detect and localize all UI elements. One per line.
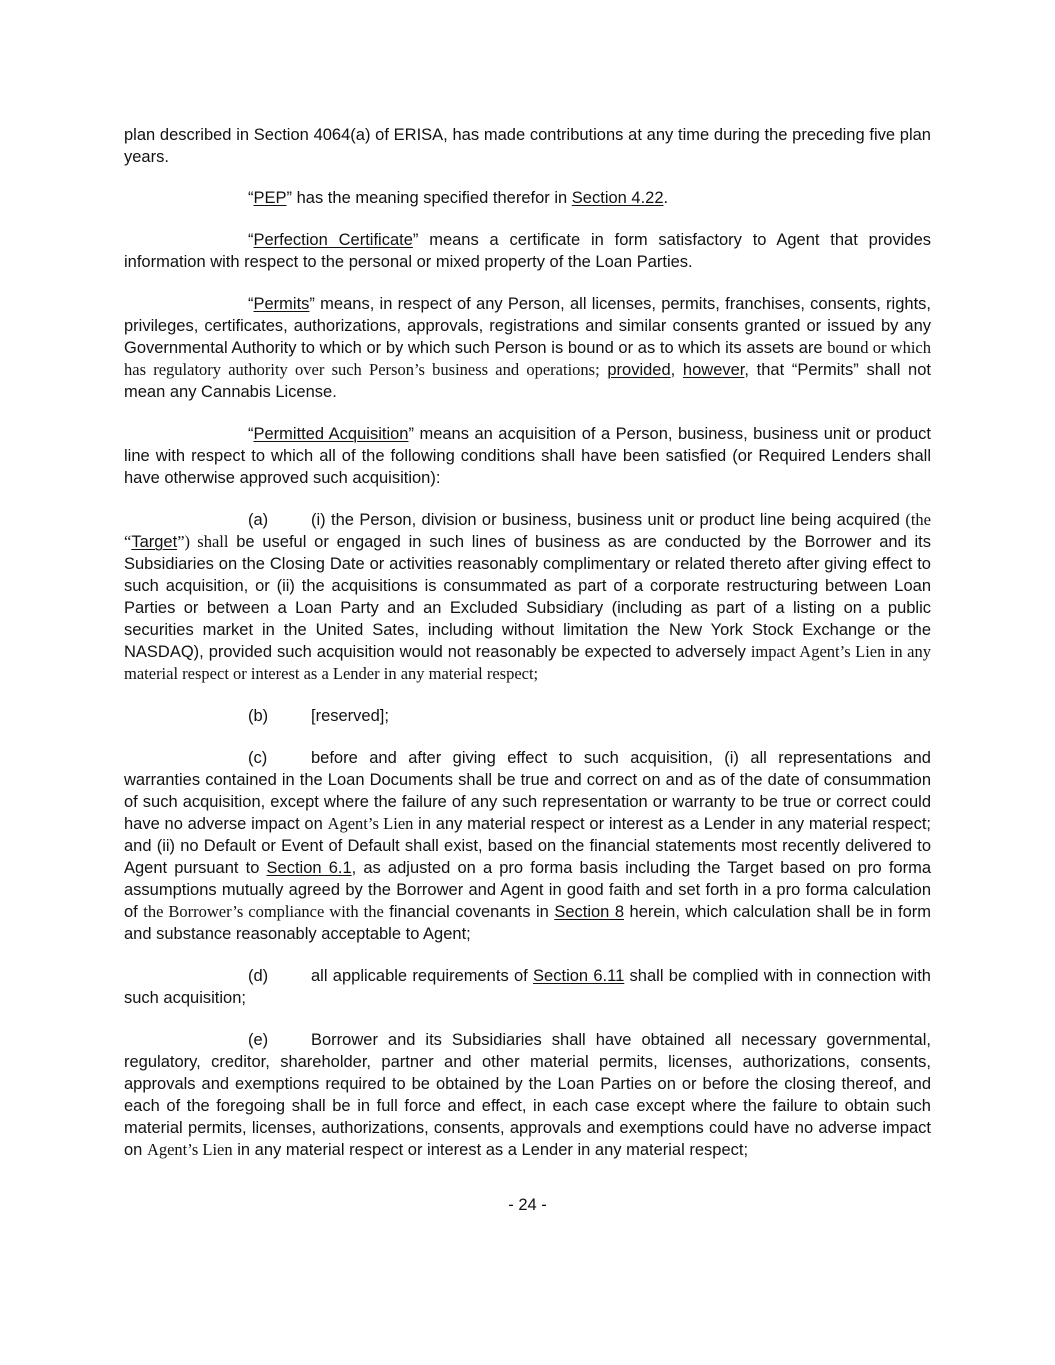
clause-text: all applicable requirements of: [311, 967, 534, 985]
term-provided: provided: [607, 361, 671, 379]
term-however: however: [682, 361, 745, 379]
clause-label: (c): [248, 749, 268, 767]
clause-text-serif: impact Agent’s Lien in any material respect or interest as a Lender in any material respect;: [124, 642, 931, 683]
intro-paragraph: [124, 124, 931, 168]
clause-text-serif: Agent’s Lien: [146, 1140, 233, 1159]
definition-perfection-certificate: [124, 229, 931, 273]
page-number: - 24 -: [508, 1196, 547, 1214]
definition-text: means, in respect of any Person, all licenses, permits, franchises, consents, rights, privileges, certificates, authorizations, approvals, registrations and similar consents granted or issued by any Governmental Authority to which or by which such Person is bound or as to which its assets are: [124, 295, 931, 357]
quote-close: ”: [286, 189, 293, 207]
section-reference: Section 6.1: [266, 859, 352, 877]
clause-c: [124, 747, 931, 945]
clause-text: (i) the Person, division or business, business unit or product line being acquired: [311, 511, 906, 529]
definition-text: has the meaning specified therefor in: [292, 189, 572, 207]
section-reference: Section 6.11: [533, 967, 625, 985]
intro-text: plan described in Section 4064(a) of ERISA, has made contributions at any time during the preceding five plan years.: [124, 126, 931, 166]
quote-close: ”: [309, 295, 315, 313]
comma: ,: [670, 361, 683, 379]
definition-permits: [124, 293, 931, 403]
clause-text-serif: ”) shall: [177, 532, 229, 551]
clause-label: (a): [248, 511, 269, 529]
quote-open: “: [248, 425, 254, 443]
clause-text: in any material respect or interest as a Lender in any material respect;: [232, 1141, 749, 1159]
term-permitted-acquisition: Permitted Acquisition: [253, 425, 409, 443]
definition-text-end: , that “Permits” shall not mean any Cannabis License.: [124, 361, 931, 401]
term-perfection-certificate: Perfection Certificate: [253, 231, 413, 249]
quote-close: ”: [408, 425, 414, 443]
clause-text: before and after giving effect to such acquisition, (i) all representations and warranties contained in the Loan Documents shall be true and correct on and as of the date of consummation of such acquisition, except where the failure of any such representation or warranty to be true or correct could have no adverse impact on: [124, 749, 931, 833]
clause-label: (e): [248, 1031, 269, 1049]
clause-text: [reserved];: [311, 707, 389, 725]
clause-text: financial covenants in: [383, 903, 555, 921]
clause-a: [124, 509, 931, 685]
term-target: Target: [131, 533, 178, 551]
quote-open: “: [248, 189, 254, 207]
clause-text-serif: Agent’s Lien: [327, 814, 414, 833]
definition-text: means an acquisition of a Person, business, business unit or product line with respect to which all of the following conditions shall have been satisfied (or Required Lenders shall have otherwise approved such acquisition):: [124, 425, 931, 487]
quote-open: “: [248, 231, 254, 249]
clause-d: [124, 965, 931, 1009]
document-body: [124, 124, 931, 1181]
clause-text: herein, which calculation shall be in form and substance reasonably acceptable to Agent;: [124, 903, 932, 943]
clause-e: [124, 1029, 931, 1161]
clause-label: (b): [248, 707, 269, 725]
definition-text-serif: bound or which has regulatory authority over such Person’s business and operations;: [124, 338, 931, 379]
term-permits: Permits: [253, 295, 310, 313]
period: .: [663, 189, 669, 207]
term-pep: PEP: [253, 189, 287, 207]
clause-text: be useful or engaged in such lines of business as are conducted by the Borrower and its Subsidiaries on the Closing Date or activities reasonably complimentary or related thereto after giving effect to such acquisition, or (ii) the acquisitions is consummated as part of a corporate restructuring between Loan Parties or between a Loan Party and an Excluded Subsidiary (including as part of a listing on a public securities market in the United Sates, including without limitation the New York Stock Exchange or the NASDAQ), provided such acquisition would not reasonably be expected to adversely: [124, 533, 932, 661]
clause-text: , as adjusted on a pro forma basis including the Target based on pro forma assumptions mutually agreed by the Borrower and Agent in good faith and set forth in a pro forma calculation of: [124, 859, 931, 921]
clause-text: Borrower and its Subsidiaries shall have obtained all necessary governmental, regulatory, creditor, shareholder, partner and other material permits, licenses, authorizations, consents, approvals and exemptions required to be obtained by the Loan Parties on or before the closing thereof, and each of the foregoing shall be in full force and effect, in each case except where the failure to obtain such material permits, licenses, authorizations, consents, approvals and exemptions could have no adverse impact on: [124, 1031, 931, 1159]
clause-text: shall be complied with in connection with such acquisition;: [124, 967, 931, 1007]
section-reference: Section 8: [554, 903, 624, 921]
definition-pep: [124, 187, 931, 209]
quote-open: “: [248, 295, 254, 313]
clause-text-serif: (the “: [124, 510, 931, 551]
definition-permitted-acquisition: [124, 423, 931, 489]
quote-close: ”: [412, 231, 419, 249]
section-reference: Section 4.22: [571, 189, 664, 207]
clause-label: (d): [248, 967, 269, 985]
definition-text: means a certificate in form satisfactory to Agent that provides information with respect to the personal or mixed property of the Loan Parties.: [124, 231, 931, 271]
clause-text-serif: the Borrower’s compliance with the: [143, 902, 384, 921]
clause-text: in any material respect or interest as a Lender in any material respect; and (ii) no Default or Event of Default shall exist, based on the financial statements most recently delivered to Agent pursuant to: [124, 815, 931, 877]
clause-b: [124, 705, 931, 727]
